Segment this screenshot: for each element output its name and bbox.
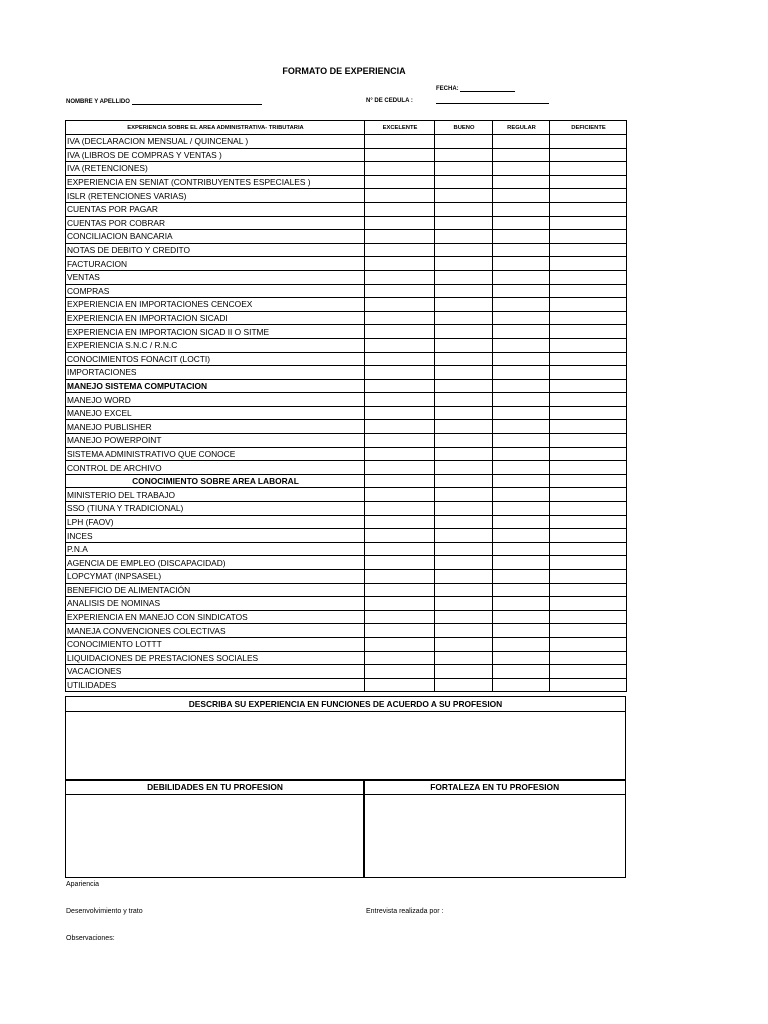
nombre-line[interactable] — [132, 98, 262, 105]
rating-cell[interactable] — [365, 406, 435, 420]
fortaleza-label: FORTALEZA EN TU PROFESION — [364, 780, 625, 795]
rating-cell[interactable] — [435, 420, 493, 434]
rating-cell[interactable] — [550, 529, 627, 543]
debilidades-area[interactable] — [66, 795, 364, 877]
rating-cell[interactable] — [435, 406, 493, 420]
table-row — [66, 216, 627, 230]
rating-cell[interactable] — [365, 202, 435, 216]
rating-cell[interactable] — [550, 678, 627, 692]
observaciones-label: Observaciones: — [66, 935, 115, 942]
rating-cell[interactable] — [493, 651, 550, 665]
describe-box — [65, 696, 626, 781]
rating-cell[interactable] — [435, 678, 493, 692]
rating-cell[interactable] — [550, 406, 627, 420]
rating-cell[interactable] — [365, 216, 435, 230]
page-title: FORMATO DE EXPERIENCIA — [282, 66, 406, 76]
rating-cell[interactable] — [550, 583, 627, 597]
rating-cell[interactable] — [435, 542, 493, 556]
row-label: SSO (TIUNA Y TRADICIONAL) — [66, 502, 365, 516]
row-label: INCES — [66, 529, 365, 543]
rating-cell[interactable] — [435, 311, 493, 325]
table-row — [66, 488, 627, 502]
row-label: CONOCIMIENTO LOTTT — [66, 637, 365, 651]
table-row — [66, 406, 627, 420]
rating-cell[interactable] — [550, 570, 627, 584]
rating-cell[interactable] — [493, 270, 550, 284]
row-label: CONTROL DE ARCHIVO — [66, 461, 365, 475]
rating-cell[interactable] — [435, 284, 493, 298]
row-label: IVA (DECLARACION MENSUAL / QUINCENAL ) — [66, 135, 365, 149]
debilidades-label: DEBILIDADES EN TU PROFESION — [66, 780, 364, 795]
rating-cell[interactable] — [550, 175, 627, 189]
rating-cell[interactable] — [435, 502, 493, 516]
rating-cell[interactable] — [493, 556, 550, 570]
rating-cell[interactable] — [365, 325, 435, 339]
row-label: UTILIDADES — [66, 678, 365, 692]
rating-cell[interactable] — [550, 542, 627, 556]
rating-cell[interactable] — [550, 284, 627, 298]
row-label: EXPERIENCIA EN IMPORTACION SICAD II O SITME — [66, 325, 365, 339]
table-row — [66, 162, 627, 176]
rating-cell[interactable] — [493, 311, 550, 325]
table-row — [66, 610, 627, 624]
desenvolvimiento-label: Desenvolvimiento y trato — [66, 908, 143, 915]
rating-cell[interactable] — [550, 515, 627, 529]
row-label: LPH (FAOV) — [66, 515, 365, 529]
table-row — [66, 311, 627, 325]
rating-cell[interactable] — [435, 325, 493, 339]
table-row — [66, 515, 627, 529]
rating-cell[interactable] — [550, 474, 627, 488]
table-row — [66, 434, 627, 448]
table-row — [66, 135, 627, 149]
rating-cell[interactable] — [493, 338, 550, 352]
rating-cell[interactable] — [435, 270, 493, 284]
rating-cell[interactable] — [550, 624, 627, 638]
rating-cell[interactable] — [493, 284, 550, 298]
row-label: IMPORTACIONES — [66, 366, 365, 380]
rating-cell[interactable] — [435, 434, 493, 448]
table-row — [66, 542, 627, 556]
table-row — [66, 637, 627, 651]
rating-cell[interactable] — [435, 529, 493, 543]
rating-cell[interactable] — [493, 379, 550, 393]
table-row — [66, 474, 627, 488]
cedula-line[interactable] — [436, 97, 549, 104]
rating-cell[interactable] — [550, 216, 627, 230]
rating-cell[interactable] — [435, 665, 493, 679]
rating-cell[interactable] — [365, 175, 435, 189]
rating-cell[interactable] — [493, 420, 550, 434]
rating-cell[interactable] — [365, 243, 435, 257]
rating-cell[interactable] — [550, 148, 627, 162]
row-label: MANEJO EXCEL — [66, 406, 365, 420]
rating-cell[interactable] — [493, 637, 550, 651]
rating-cell[interactable] — [550, 338, 627, 352]
table-row — [66, 447, 627, 461]
rating-cell[interactable] — [550, 447, 627, 461]
rating-cell[interactable] — [550, 637, 627, 651]
rating-cell[interactable] — [365, 610, 435, 624]
row-label: IVA (RETENCIONES) — [66, 162, 365, 176]
rating-cell[interactable] — [550, 230, 627, 244]
row-label: VACACIONES — [66, 665, 365, 679]
table-row — [66, 352, 627, 366]
rating-cell[interactable] — [435, 597, 493, 611]
rating-cell[interactable] — [493, 597, 550, 611]
rating-cell[interactable] — [435, 148, 493, 162]
rating-cell[interactable] — [493, 352, 550, 366]
rating-cell[interactable] — [493, 474, 550, 488]
rating-cell[interactable] — [550, 366, 627, 380]
rating-cell[interactable] — [365, 678, 435, 692]
row-label: EXPERIENCIA EN IMPORTACION SICADI — [66, 311, 365, 325]
rating-cell[interactable] — [493, 243, 550, 257]
row-label: ISLR (RETENCIONES VARIAS) — [66, 189, 365, 203]
row-label: P.N.A — [66, 542, 365, 556]
rating-cell[interactable] — [550, 665, 627, 679]
rating-cell[interactable] — [493, 678, 550, 692]
table-row — [66, 298, 627, 312]
rating-cell[interactable] — [365, 284, 435, 298]
rating-cell[interactable] — [365, 270, 435, 284]
header-area: EXPERIENCIA SOBRE EL AREA ADMINISTRATIVA- TRIBUTARIA — [66, 121, 365, 135]
rating-cell[interactable] — [435, 474, 493, 488]
row-label: MANEJO PUBLISHER — [66, 420, 365, 434]
header-rating: DEFICIENTE — [550, 121, 627, 135]
rating-cell[interactable] — [365, 434, 435, 448]
rating-cell[interactable] — [550, 270, 627, 284]
debilidades-box — [65, 779, 365, 878]
row-label: MANEJO SISTEMA COMPUTACION — [66, 379, 365, 393]
rating-cell[interactable] — [365, 298, 435, 312]
rating-cell[interactable] — [435, 230, 493, 244]
rating-cell[interactable] — [365, 135, 435, 149]
table-row — [66, 379, 627, 393]
rating-cell[interactable] — [435, 352, 493, 366]
rating-cell[interactable] — [365, 189, 435, 203]
rating-cell[interactable] — [550, 311, 627, 325]
rating-cell[interactable] — [435, 243, 493, 257]
rating-cell[interactable] — [493, 610, 550, 624]
rating-cell[interactable] — [493, 488, 550, 502]
rating-cell[interactable] — [435, 651, 493, 665]
rating-cell[interactable] — [550, 434, 627, 448]
rating-cell[interactable] — [550, 352, 627, 366]
rating-cell[interactable] — [365, 393, 435, 407]
rating-cell[interactable] — [365, 665, 435, 679]
rating-cell[interactable] — [550, 461, 627, 475]
table-row — [66, 338, 627, 352]
table-row — [66, 393, 627, 407]
rating-cell[interactable] — [435, 202, 493, 216]
rating-cell[interactable] — [493, 529, 550, 543]
rating-cell[interactable] — [550, 298, 627, 312]
row-label: EXPERIENCIA EN MANEJO CON SINDICATOS — [66, 610, 365, 624]
rating-cell[interactable] — [493, 162, 550, 176]
rating-cell[interactable] — [550, 202, 627, 216]
rating-cell[interactable] — [365, 515, 435, 529]
row-label: CONOCIMIENTO SOBRE AREA LABORAL — [66, 474, 365, 488]
row-label: FACTURACION — [66, 257, 365, 271]
rating-cell[interactable] — [493, 624, 550, 638]
rating-cell[interactable] — [435, 175, 493, 189]
rating-cell[interactable] — [365, 162, 435, 176]
rating-cell[interactable] — [435, 366, 493, 380]
row-label: MANEJA CONVENCIONES COLECTIVAS — [66, 624, 365, 638]
table-row — [66, 202, 627, 216]
row-label: EXPERIENCIA S.N.C / R.N.C — [66, 338, 365, 352]
rating-cell[interactable] — [435, 583, 493, 597]
row-label: BENEFICIO DE ALIMENTACIÓN — [66, 583, 365, 597]
rating-cell[interactable] — [550, 610, 627, 624]
table-row — [66, 175, 627, 189]
table-row — [66, 556, 627, 570]
entrevista-label: Entrevista realizada por : — [366, 908, 444, 915]
table-row — [66, 583, 627, 597]
rating-cell[interactable] — [365, 583, 435, 597]
fecha-field — [436, 85, 515, 92]
row-label: EXPERIENCIA EN IMPORTACIONES CENCOEX — [66, 298, 365, 312]
row-label: CUENTAS POR COBRAR — [66, 216, 365, 230]
rating-cell[interactable] — [493, 202, 550, 216]
rating-cell[interactable] — [493, 189, 550, 203]
rating-cell[interactable] — [365, 379, 435, 393]
row-label: ANALISIS DE NOMINAS — [66, 597, 365, 611]
rating-cell[interactable] — [550, 651, 627, 665]
rating-cell[interactable] — [365, 461, 435, 475]
header-rating: EXCELENTE — [365, 121, 435, 135]
describe-area[interactable] — [66, 712, 625, 780]
table-header-row — [66, 121, 627, 135]
rating-cell[interactable] — [550, 420, 627, 434]
rating-cell[interactable] — [365, 366, 435, 380]
row-label: IVA (LIBROS DE COMPRAS Y VENTAS ) — [66, 148, 365, 162]
table-row — [66, 366, 627, 380]
rating-cell[interactable] — [493, 298, 550, 312]
rating-cell[interactable] — [435, 338, 493, 352]
rating-cell[interactable] — [493, 502, 550, 516]
rating-cell[interactable] — [435, 515, 493, 529]
rating-cell[interactable] — [493, 570, 550, 584]
rating-cell[interactable] — [493, 216, 550, 230]
apariencia-label: Apariencia — [66, 881, 100, 888]
rating-cell[interactable] — [365, 502, 435, 516]
rating-cell[interactable] — [365, 637, 435, 651]
table-row — [66, 148, 627, 162]
rating-cell[interactable] — [365, 230, 435, 244]
fortaleza-area[interactable] — [364, 795, 625, 877]
rating-cell[interactable] — [550, 325, 627, 339]
cedula-label: N° DE CEDULA : — [366, 98, 413, 104]
rating-cell[interactable] — [365, 338, 435, 352]
row-label: SISTEMA ADMINISTRATIVO QUE CONOCE — [66, 447, 365, 461]
rating-cell[interactable] — [435, 257, 493, 271]
row-label: NOTAS DE DEBITO Y CREDITO — [66, 243, 365, 257]
rating-cell[interactable] — [365, 570, 435, 584]
header-rating: BUENO — [435, 121, 493, 135]
rating-cell[interactable] — [550, 556, 627, 570]
rating-cell[interactable] — [435, 379, 493, 393]
rating-cell[interactable] — [493, 393, 550, 407]
describe-label: DESCRIBA SU EXPERIENCIA EN FUNCIONES DE ACUERDO A SU PROFESION — [66, 697, 625, 712]
rating-cell[interactable] — [493, 447, 550, 461]
rating-cell[interactable] — [493, 325, 550, 339]
rating-cell[interactable] — [365, 624, 435, 638]
rating-cell[interactable] — [435, 162, 493, 176]
rating-cell[interactable] — [493, 230, 550, 244]
rating-cell[interactable] — [365, 420, 435, 434]
table-row — [66, 230, 627, 244]
nombre-label: NOMBRE Y APELLIDO — [66, 99, 130, 105]
table-row — [66, 678, 627, 692]
table-row — [66, 624, 627, 638]
nombre-field — [66, 98, 262, 105]
rating-cell[interactable] — [550, 502, 627, 516]
rating-cell[interactable] — [365, 651, 435, 665]
rating-cell[interactable] — [365, 474, 435, 488]
rating-cell[interactable] — [493, 148, 550, 162]
experience-table — [65, 120, 627, 692]
row-label: CONCILIACION BANCARIA — [66, 230, 365, 244]
rating-cell[interactable] — [493, 135, 550, 149]
rating-cell[interactable] — [435, 447, 493, 461]
table-row — [66, 651, 627, 665]
rating-cell[interactable] — [550, 243, 627, 257]
rating-cell[interactable] — [365, 447, 435, 461]
rating-cell[interactable] — [435, 488, 493, 502]
rating-cell[interactable] — [365, 488, 435, 502]
row-label: LOPCYMAT (INPSASEL) — [66, 570, 365, 584]
rating-cell[interactable] — [365, 148, 435, 162]
rating-cell[interactable] — [550, 162, 627, 176]
table-row — [66, 243, 627, 257]
rating-cell[interactable] — [435, 556, 493, 570]
rating-cell[interactable] — [493, 665, 550, 679]
table-row — [66, 597, 627, 611]
rating-cell[interactable] — [435, 216, 493, 230]
table-row — [66, 270, 627, 284]
row-label: MANEJO WORD — [66, 393, 365, 407]
row-label: EXPERIENCIA EN SENIAT (CONTRIBUYENTES ESPECIALES ) — [66, 175, 365, 189]
rating-cell[interactable] — [550, 189, 627, 203]
rating-cell[interactable] — [435, 393, 493, 407]
rating-cell[interactable] — [435, 461, 493, 475]
row-label: CUENTAS POR PAGAR — [66, 202, 365, 216]
rating-cell[interactable] — [493, 175, 550, 189]
rating-cell[interactable] — [365, 352, 435, 366]
rating-cell[interactable] — [365, 597, 435, 611]
rating-cell[interactable] — [365, 529, 435, 543]
rating-cell[interactable] — [365, 311, 435, 325]
rating-cell[interactable] — [365, 556, 435, 570]
fecha-line[interactable] — [460, 85, 515, 92]
table-row — [66, 257, 627, 271]
row-label: CONOCIMIENTOS FONACIT (LOCTI) — [66, 352, 365, 366]
rating-cell[interactable] — [435, 624, 493, 638]
rating-cell[interactable] — [493, 366, 550, 380]
rating-cell[interactable] — [493, 583, 550, 597]
rating-cell[interactable] — [435, 637, 493, 651]
rating-cell[interactable] — [435, 135, 493, 149]
rating-cell[interactable] — [550, 135, 627, 149]
rating-cell[interactable] — [493, 406, 550, 420]
rating-cell[interactable] — [493, 434, 550, 448]
rating-cell[interactable] — [493, 515, 550, 529]
rating-cell[interactable] — [435, 298, 493, 312]
fortaleza-box — [363, 779, 626, 878]
rating-cell[interactable] — [365, 257, 435, 271]
table-row — [66, 189, 627, 203]
table-row — [66, 502, 627, 516]
rating-cell[interactable] — [435, 610, 493, 624]
row-label: VENTAS — [66, 270, 365, 284]
rating-cell[interactable] — [365, 542, 435, 556]
row-label: COMPRAS — [66, 284, 365, 298]
row-label: MINISTERIO DEL TRABAJO — [66, 488, 365, 502]
table-row — [66, 284, 627, 298]
rating-cell[interactable] — [493, 542, 550, 556]
header-rating: REGULAR — [493, 121, 550, 135]
table-row — [66, 665, 627, 679]
rating-cell[interactable] — [550, 393, 627, 407]
rating-cell[interactable] — [435, 189, 493, 203]
table-row — [66, 570, 627, 584]
rating-cell[interactable] — [550, 488, 627, 502]
rating-cell[interactable] — [493, 257, 550, 271]
table-row — [66, 461, 627, 475]
row-label: LIQUIDACIONES DE PRESTACIONES SOCIALES — [66, 651, 365, 665]
table-row — [66, 529, 627, 543]
table-row — [66, 325, 627, 339]
fecha-label: FECHA: — [436, 86, 459, 92]
row-label: MANEJO POWERPOINT — [66, 434, 365, 448]
rating-cell[interactable] — [435, 570, 493, 584]
rating-cell[interactable] — [550, 379, 627, 393]
rating-cell[interactable] — [550, 257, 627, 271]
rating-cell[interactable] — [493, 461, 550, 475]
rating-cell[interactable] — [550, 597, 627, 611]
row-label: AGENCIA DE EMPLEO (DISCAPACIDAD) — [66, 556, 365, 570]
table-row — [66, 420, 627, 434]
